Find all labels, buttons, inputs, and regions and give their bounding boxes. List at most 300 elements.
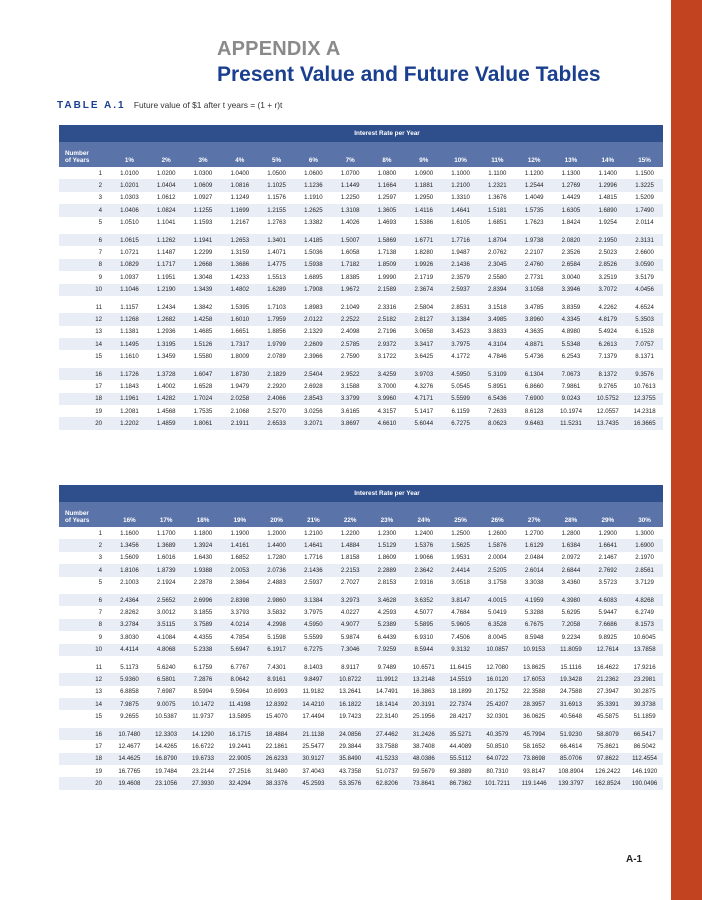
value-cell: 8.0642 xyxy=(221,673,258,685)
value-cell: 1.4641 xyxy=(295,539,332,551)
year-cell: 3 xyxy=(59,552,111,564)
year-cell: 17 xyxy=(59,380,111,392)
rate-header: 16% xyxy=(111,502,148,527)
value-cell: 8.5944 xyxy=(405,644,442,659)
table-row xyxy=(59,539,663,551)
appendix-label: APPENDIX A xyxy=(217,38,341,60)
year-cell: 8 xyxy=(59,619,111,631)
value-cell: 6.8858 xyxy=(111,686,148,698)
value-cell: 1.6890 xyxy=(589,204,626,216)
value-cell: 1.5876 xyxy=(479,539,516,551)
value-cell: 10.1472 xyxy=(185,698,222,710)
value-cell: 1.1961 xyxy=(111,393,148,405)
value-cell: 4.6083 xyxy=(589,591,626,606)
value-cell: 1.9799 xyxy=(258,338,295,350)
rate-header: 27% xyxy=(516,502,553,527)
value-cell: 1.8424 xyxy=(553,217,590,232)
value-cell: 51.1859 xyxy=(626,710,663,725)
value-cell: 1.0406 xyxy=(111,204,148,216)
value-cell: 1.2900 xyxy=(589,527,626,539)
value-cell: 5.6240 xyxy=(148,658,185,673)
table-row xyxy=(59,631,663,643)
value-cell: 27.4462 xyxy=(369,725,406,740)
year-cell: 19 xyxy=(59,765,111,777)
value-cell: 1.8280 xyxy=(405,246,442,258)
value-cell: 1.3686 xyxy=(221,259,258,271)
value-cell: 2.2153 xyxy=(332,564,369,576)
value-cell: 1.7024 xyxy=(185,393,222,405)
year-cell: 4 xyxy=(59,564,111,576)
value-cell: 3.0658 xyxy=(405,326,442,338)
value-cell: 2.4066 xyxy=(258,393,295,405)
rate-header: 15% xyxy=(626,142,663,167)
value-cell: 17.6053 xyxy=(516,673,553,685)
value-cell: 14.2318 xyxy=(626,405,663,417)
value-cell: 6.2543 xyxy=(553,350,590,365)
value-cell: 5.1598 xyxy=(258,631,295,643)
value-cell: 8.1371 xyxy=(626,350,663,365)
table-row xyxy=(59,231,663,246)
rate-header: 4% xyxy=(221,142,258,167)
value-cell: 1.4429 xyxy=(553,192,590,204)
value-cell: 3.3799 xyxy=(332,393,369,405)
value-cell: 19.7484 xyxy=(148,765,185,777)
value-cell: 2.8531 xyxy=(442,298,479,313)
value-cell: 2.6996 xyxy=(185,591,222,606)
value-cell: 24.0856 xyxy=(332,725,369,740)
value-cell: 80.7310 xyxy=(479,765,516,777)
year-cell: 18 xyxy=(59,753,111,765)
value-cell: 3.8359 xyxy=(553,298,590,313)
value-cell: 2.3131 xyxy=(626,231,663,246)
value-cell: 23.2981 xyxy=(626,673,663,685)
value-cell: 1.8509 xyxy=(369,259,406,271)
value-cell: 40.3579 xyxy=(479,725,516,740)
value-cell: 1.5625 xyxy=(442,539,479,551)
value-cell: 25.1956 xyxy=(405,710,442,725)
value-cell: 8.1403 xyxy=(295,658,332,673)
value-cell: 73.8641 xyxy=(405,777,442,789)
value-cell: 22.1861 xyxy=(258,740,295,752)
value-cell: 1.9487 xyxy=(442,246,479,258)
value-cell: 6.5801 xyxy=(148,673,185,685)
future-value-table-1 xyxy=(59,125,663,430)
value-cell: 2.1589 xyxy=(369,284,406,299)
value-cell: 3.7000 xyxy=(369,380,406,392)
value-cell: 1.2190 xyxy=(148,284,185,299)
value-cell: 1.6016 xyxy=(148,552,185,564)
value-cell: 10.9153 xyxy=(516,644,553,659)
value-cell: 8.1372 xyxy=(589,365,626,380)
value-cell: 31.2426 xyxy=(405,725,442,740)
value-cell: 1.1236 xyxy=(295,179,332,191)
value-cell: 1.1046 xyxy=(111,284,148,299)
value-cell: 8.9161 xyxy=(258,673,295,685)
value-cell: 1.5181 xyxy=(479,204,516,216)
value-cell: 1.1400 xyxy=(589,167,626,179)
value-cell: 2.1719 xyxy=(405,271,442,283)
value-cell: 1.4693 xyxy=(369,217,406,232)
value-cell: 1.6129 xyxy=(516,539,553,551)
value-cell: 9.2234 xyxy=(553,631,590,643)
value-cell: 3.7589 xyxy=(185,619,222,631)
table-row xyxy=(59,271,663,283)
value-cell: 14.7491 xyxy=(369,686,406,698)
rate-header: 14% xyxy=(589,142,626,167)
value-cell: 2.4098 xyxy=(332,326,369,338)
band-spacer xyxy=(59,485,111,502)
value-cell: 1.1576 xyxy=(258,192,295,204)
value-cell: 10.6571 xyxy=(405,658,442,673)
value-cell: 1.0927 xyxy=(185,192,222,204)
value-cell: 1.6895 xyxy=(295,271,332,283)
value-cell: 3.0012 xyxy=(148,606,185,618)
value-cell: 6.3528 xyxy=(479,619,516,631)
value-cell: 22.9005 xyxy=(221,753,258,765)
value-cell: 3.1588 xyxy=(332,380,369,392)
value-cell: 11.4198 xyxy=(221,698,258,710)
value-cell: 19.4608 xyxy=(111,777,148,789)
value-cell: 97.8622 xyxy=(589,753,626,765)
value-cell: 5.5599 xyxy=(442,393,479,405)
value-cell: 1.3842 xyxy=(185,298,222,313)
value-cell: 93.8147 xyxy=(516,765,553,777)
value-cell: 9.5964 xyxy=(221,686,258,698)
value-cell: 3.3946 xyxy=(553,284,590,299)
value-cell: 1.1600 xyxy=(111,527,148,539)
value-cell: 1.4859 xyxy=(148,417,185,429)
value-cell: 146.1920 xyxy=(626,765,663,777)
value-cell: 58.1652 xyxy=(516,740,553,752)
value-cell: 2.0789 xyxy=(258,350,295,365)
year-cell: 15 xyxy=(59,710,111,725)
value-cell: 2.2889 xyxy=(369,564,406,576)
year-cell: 14 xyxy=(59,338,111,350)
value-cell: 5.0545 xyxy=(442,380,479,392)
value-cell: 1.2434 xyxy=(148,298,185,313)
value-cell: 38.7408 xyxy=(405,740,442,752)
value-cell: 1.0200 xyxy=(148,167,185,179)
year-cell: 8 xyxy=(59,259,111,271)
table-row xyxy=(59,350,663,365)
value-cell: 1.2800 xyxy=(553,527,590,539)
value-cell: 15.4070 xyxy=(258,710,295,725)
year-cell: 19 xyxy=(59,405,111,417)
value-cell: 1.8009 xyxy=(221,350,258,365)
value-cell: 4.0214 xyxy=(221,619,258,631)
rate-header: 29% xyxy=(589,502,626,527)
value-cell: 7.9861 xyxy=(553,380,590,392)
value-cell: 1.5007 xyxy=(332,231,369,246)
value-cell: 3.0040 xyxy=(553,271,590,283)
table-label: TABLE A.1 xyxy=(57,100,126,111)
value-cell: 32.4294 xyxy=(221,777,258,789)
value-cell: 10.5387 xyxy=(148,710,185,725)
value-cell: 3.6425 xyxy=(405,350,442,365)
value-cell: 3.3038 xyxy=(516,577,553,592)
rate-header: 2% xyxy=(148,142,185,167)
value-cell: 23.1056 xyxy=(148,777,185,789)
value-cell: 45.7994 xyxy=(516,725,553,740)
table-row xyxy=(59,192,663,204)
value-cell: 1.1262 xyxy=(148,231,185,246)
page-title: Present Value and Future Value Tables xyxy=(217,63,601,86)
value-cell: 1.0816 xyxy=(221,179,258,191)
value-cell: 20.3191 xyxy=(405,698,442,710)
value-cell: 1.0303 xyxy=(111,192,148,204)
value-cell: 4.7854 xyxy=(221,631,258,643)
value-cell: 1.3456 xyxy=(111,539,148,551)
value-cell: 1.8739 xyxy=(148,564,185,576)
value-cell: 3.4523 xyxy=(442,326,479,338)
value-cell: 1.0510 xyxy=(111,217,148,232)
rate-header: 24% xyxy=(405,502,442,527)
value-cell: 3.3793 xyxy=(221,606,258,618)
rate-header: 25% xyxy=(442,502,479,527)
rate-header: 12% xyxy=(516,142,553,167)
value-cell: 4.3104 xyxy=(479,338,516,350)
value-cell: 2.7196 xyxy=(369,326,406,338)
value-cell: 3.5832 xyxy=(258,606,295,618)
value-cell: 27.3947 xyxy=(589,686,626,698)
table-row xyxy=(59,686,663,698)
value-cell: 18.1899 xyxy=(442,686,479,698)
value-cell: 5.9605 xyxy=(442,619,479,631)
value-cell: 66.4614 xyxy=(553,740,590,752)
value-cell: 2.4414 xyxy=(442,564,479,576)
value-cell: 4.4114 xyxy=(111,644,148,659)
value-cell: 2.3966 xyxy=(295,350,332,365)
value-cell: 1.5609 xyxy=(111,552,148,564)
value-cell: 1.6641 xyxy=(589,539,626,551)
value-cell: 18.4884 xyxy=(258,725,295,740)
value-cell: 1.2700 xyxy=(516,527,553,539)
value-cell: 4.9077 xyxy=(332,619,369,631)
value-cell: 1.4002 xyxy=(148,380,185,392)
value-cell: 2.0053 xyxy=(221,564,258,576)
value-cell: 37.4043 xyxy=(295,765,332,777)
value-cell: 6.1917 xyxy=(258,644,295,659)
value-cell: 16.3665 xyxy=(626,417,663,429)
value-cell: 5.6044 xyxy=(405,417,442,429)
year-cell: 17 xyxy=(59,740,111,752)
value-cell: 1.6289 xyxy=(258,284,295,299)
value-cell: 1.2597 xyxy=(369,192,406,204)
value-cell: 1.0829 xyxy=(111,259,148,271)
value-cell: 28.3957 xyxy=(516,698,553,710)
value-cell: 1.2299 xyxy=(185,246,222,258)
value-cell: 2.3579 xyxy=(442,271,479,283)
value-cell: 1.0400 xyxy=(221,167,258,179)
value-cell: 2.2107 xyxy=(516,246,553,258)
rate-header: 5% xyxy=(258,142,295,167)
rate-header: 18% xyxy=(185,502,222,527)
value-cell: 1.2100 xyxy=(295,527,332,539)
value-cell: 1.7908 xyxy=(295,284,332,299)
value-cell: 1.2653 xyxy=(221,231,258,246)
value-cell: 162.8524 xyxy=(589,777,626,789)
value-cell: 5.8951 xyxy=(479,380,516,392)
rate-header: 8% xyxy=(369,142,406,167)
value-cell: 86.7362 xyxy=(442,777,479,789)
value-cell: 2.9316 xyxy=(405,577,442,592)
value-cell: 5.1173 xyxy=(111,658,148,673)
value-cell: 2.0762 xyxy=(479,246,516,258)
value-cell: 1.1843 xyxy=(111,380,148,392)
value-cell: 1.5376 xyxy=(405,539,442,551)
value-cell: 7.0757 xyxy=(626,338,663,350)
value-cell: 53.3576 xyxy=(332,777,369,789)
value-cell: 59.5679 xyxy=(405,765,442,777)
value-cell: 1.1717 xyxy=(148,259,185,271)
value-cell: 9.8497 xyxy=(295,673,332,685)
value-cell: 2.3864 xyxy=(221,577,258,592)
value-cell: 1.4282 xyxy=(148,393,185,405)
value-cell: 4.6610 xyxy=(369,417,406,429)
value-cell: 5.9360 xyxy=(111,673,148,685)
value-cell: 2.2522 xyxy=(332,313,369,325)
value-cell: 1.4185 xyxy=(295,231,332,246)
value-cell: 1.1449 xyxy=(332,179,369,191)
value-cell: 5.6295 xyxy=(553,606,590,618)
value-cell: 48.0386 xyxy=(405,753,442,765)
value-cell: 45.5875 xyxy=(589,710,626,725)
value-cell: 1.7490 xyxy=(626,204,663,216)
value-cell: 2.4364 xyxy=(111,591,148,606)
value-cell: 1.0404 xyxy=(148,179,185,191)
value-cell: 2.6600 xyxy=(626,246,663,258)
value-cell: 19.6733 xyxy=(185,753,222,765)
value-cell: 66.5417 xyxy=(626,725,663,740)
value-cell: 86.5042 xyxy=(626,740,663,752)
value-cell: 2.0820 xyxy=(553,231,590,246)
value-cell: 6.7275 xyxy=(442,417,479,429)
value-cell: 4.7171 xyxy=(405,393,442,405)
value-cell: 1.4026 xyxy=(332,217,369,232)
value-cell: 2.9372 xyxy=(369,338,406,350)
value-cell: 1.2500 xyxy=(442,527,479,539)
value-cell: 1.6528 xyxy=(185,380,222,392)
value-cell: 190.0496 xyxy=(626,777,663,789)
value-cell: 3.6352 xyxy=(405,591,442,606)
value-cell: 51.0737 xyxy=(369,765,406,777)
value-cell: 4.8068 xyxy=(148,644,185,659)
table-row xyxy=(59,564,663,576)
value-cell: 62.8206 xyxy=(369,777,406,789)
value-cell: 1.1881 xyxy=(405,179,442,191)
value-cell: 1.8704 xyxy=(479,231,516,246)
table-row xyxy=(59,338,663,350)
rate-header: 26% xyxy=(479,502,516,527)
value-cell: 19.7423 xyxy=(332,710,369,725)
table-description: Future value of $1 after t years = (1 + r)t xyxy=(133,100,283,110)
value-cell: 39.3738 xyxy=(626,698,663,710)
value-cell: 8.0045 xyxy=(479,631,516,643)
band-spacer xyxy=(59,125,111,142)
value-cell: 1.5036 xyxy=(295,246,332,258)
value-cell: 1.2081 xyxy=(111,405,148,417)
value-cell: 1.0100 xyxy=(111,167,148,179)
value-cell: 1.0201 xyxy=(111,179,148,191)
value-cell: 2.5580 xyxy=(479,271,516,283)
heading-block xyxy=(217,38,601,87)
value-cell: 1.1157 xyxy=(111,298,148,313)
year-cell: 11 xyxy=(59,298,111,313)
value-cell: 28.4217 xyxy=(442,710,479,725)
value-cell: 6.2613 xyxy=(589,338,626,350)
value-cell: 1.8609 xyxy=(369,552,406,564)
value-cell: 1.8730 xyxy=(221,365,258,380)
value-cell: 3.7975 xyxy=(295,606,332,618)
value-cell: 1.7623 xyxy=(516,217,553,232)
year-cell: 10 xyxy=(59,644,111,659)
value-cell: 3.0518 xyxy=(442,577,479,592)
value-cell: 3.0590 xyxy=(626,259,663,271)
year-cell: 6 xyxy=(59,591,111,606)
value-cell: 3.5115 xyxy=(148,619,185,631)
value-cell: 5.0419 xyxy=(479,606,516,618)
value-cell: 1.2155 xyxy=(258,204,295,216)
value-cell: 7.4301 xyxy=(258,658,295,673)
rate-header: 7% xyxy=(332,142,369,167)
value-cell: 4.1772 xyxy=(442,350,479,365)
value-cell: 5.5599 xyxy=(295,631,332,643)
value-cell: 1.5513 xyxy=(258,271,295,283)
value-cell: 1.4161 xyxy=(221,539,258,551)
value-cell: 32.0301 xyxy=(479,710,516,725)
value-cell: 3.8960 xyxy=(516,313,553,325)
value-cell: 31.9480 xyxy=(258,765,295,777)
value-cell: 1.2167 xyxy=(221,217,258,232)
value-cell: 4.5077 xyxy=(405,606,442,618)
value-cell: 5.2338 xyxy=(185,644,222,659)
value-cell: 2.4760 xyxy=(516,259,553,271)
value-cell: 1.6105 xyxy=(442,217,479,232)
table-row xyxy=(59,577,663,592)
year-cell: 13 xyxy=(59,686,111,698)
value-cell: 40.5648 xyxy=(553,710,590,725)
value-cell: 25.4207 xyxy=(479,698,516,710)
table-row xyxy=(59,644,663,659)
value-cell: 5.4736 xyxy=(516,350,553,365)
value-cell: 58.8079 xyxy=(589,725,626,740)
value-cell: 1.0615 xyxy=(111,231,148,246)
value-cell: 1.4685 xyxy=(185,326,222,338)
value-cell: 1.1495 xyxy=(111,338,148,350)
value-cell: 7.6987 xyxy=(148,686,185,698)
value-cell: 4.2998 xyxy=(258,619,295,631)
value-cell: 1.7182 xyxy=(332,259,369,271)
value-cell: 1.5938 xyxy=(295,259,332,271)
value-cell: 1.5126 xyxy=(185,338,222,350)
value-cell: 1.5395 xyxy=(221,298,258,313)
value-cell: 20.1752 xyxy=(479,686,516,698)
value-cell: 43.7358 xyxy=(332,765,369,777)
value-cell: 1.9738 xyxy=(516,231,553,246)
value-cell: 22.3140 xyxy=(369,710,406,725)
value-cell: 1.9066 xyxy=(405,552,442,564)
value-cell: 1.2996 xyxy=(589,179,626,191)
value-cell: 1.5869 xyxy=(369,231,406,246)
value-cell: 1.1487 xyxy=(148,246,185,258)
value-cell: 3.8833 xyxy=(479,326,516,338)
value-cell: 50.8510 xyxy=(479,740,516,752)
value-cell: 51.9230 xyxy=(553,725,590,740)
value-cell: 2.0122 xyxy=(295,313,332,325)
year-cell: 2 xyxy=(59,539,111,551)
value-cell: 3.1518 xyxy=(479,298,516,313)
value-cell: 2.7590 xyxy=(332,350,369,365)
